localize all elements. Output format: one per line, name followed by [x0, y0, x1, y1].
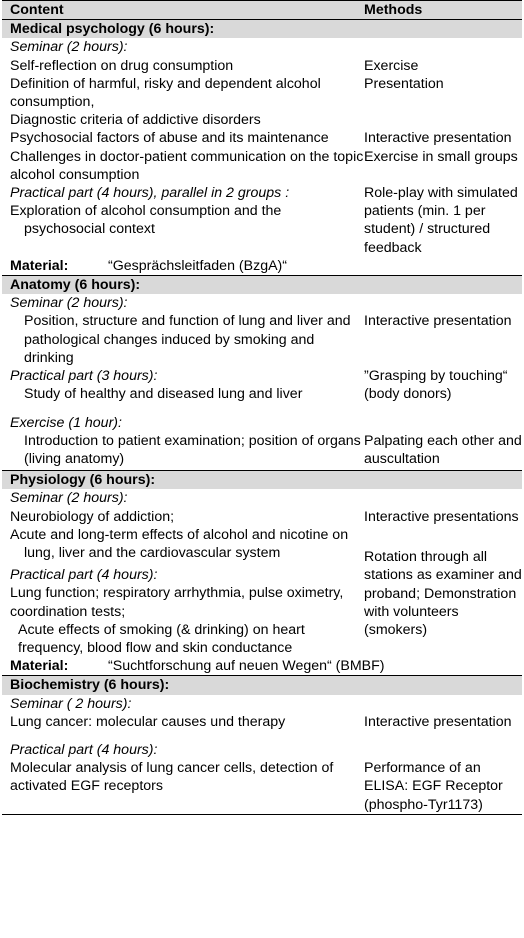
table-row: Challenges in doctor-patient communication on the topic alcohol consumption Exercise in small groups	[10, 148, 518, 183]
material-label: Material:	[10, 658, 69, 675]
table-row: Lung cancer: molecular causes und therapy Interactive presentation	[10, 713, 512, 730]
seminar-label: Seminar (2 hours):	[10, 295, 128, 312]
section-title: Anatomy (6 hours):	[2, 275, 522, 294]
list-item: Acute effects of smoking (& drinking) on heart frequency, blood flow and skin conductance	[18, 621, 305, 656]
section-title: Medical psychology (6 hours):	[2, 20, 522, 38]
table-row: Molecular analysis of lung cancer cells, detection of activated EGF receptors Performance of an ELISA: EGF Receptor (phospho-Tyr1173)	[2, 759, 522, 815]
table-row: Self-reflection on drug consumption Exercise	[10, 57, 419, 74]
curriculum-table	[2, 0, 522, 815]
seminar-label: Seminar (2 hours):	[10, 39, 128, 56]
practical-method: Rotation through all stations as examiner and proband; Demonstration with volunteers (smokers)	[364, 549, 522, 638]
practical-label: Practical part (4 hours), parallel in 2 groups :	[10, 185, 290, 202]
table-row: Introduction to patient examination; position of organs (living anatomy) Palpating each other and auscultation	[24, 432, 522, 467]
seminar-label: Seminar (2 hours):	[10, 490, 128, 507]
table-row: Diagnostic criteria of addictive disorders	[10, 112, 261, 129]
table-row: Study of healthy and diseased lung and liver ”Grasping by touching“ (body donors)	[24, 368, 508, 403]
practical-label: Practical part (4 hours):	[10, 741, 158, 758]
header-methods: Methods	[364, 2, 423, 18]
table-header	[2, 0, 522, 20]
table-row: Acute and long-term effects of alcohol and nicotine on lung, liver and the cardiovascular system	[10, 526, 349, 561]
material-value: “Gesprächsleitfaden (BzgA)“	[108, 257, 287, 274]
table-row: Psychosocial factors of abuse and its maintenance Interactive presentation	[10, 130, 512, 147]
section-title: Physiology (6 hours):	[2, 470, 522, 489]
exercise-label: Exercise (1 hour):	[10, 414, 122, 431]
seminar-label: Seminar ( 2 hours):	[10, 695, 132, 712]
table-row: Exploration of alcohol consumption and the psychosocial context Role-play with simulated patients (min. 1 per student) / structured feedback	[10, 185, 518, 256]
table-row: Neurobiology of addiction; Interactive presentations	[10, 508, 519, 525]
list-item: Lung function; respiratory arrhythmia, pulse oximetry, coordination tests;	[10, 585, 344, 620]
material-row	[2, 257, 522, 275]
practical-label: Practical part (4 hours):	[10, 567, 158, 584]
table-row: Position, structure and function of lung and liver and pathological changes induced by smoking and drinking Interactive presentation	[24, 313, 512, 366]
material-row	[2, 657, 522, 675]
material-label: Material:	[10, 257, 69, 274]
practical-label: Practical part (3 hours):	[10, 368, 158, 385]
practical-block	[2, 549, 522, 657]
material-value: “Suchtforschung auf neuen Wegen“ (BMBF)	[108, 658, 385, 675]
table-row: Definition of harmful, risky and dependent alcohol consumption, Presentation	[10, 75, 444, 111]
section-title: Biochemistry (6 hours):	[2, 675, 522, 694]
header-content: Content	[10, 2, 64, 18]
